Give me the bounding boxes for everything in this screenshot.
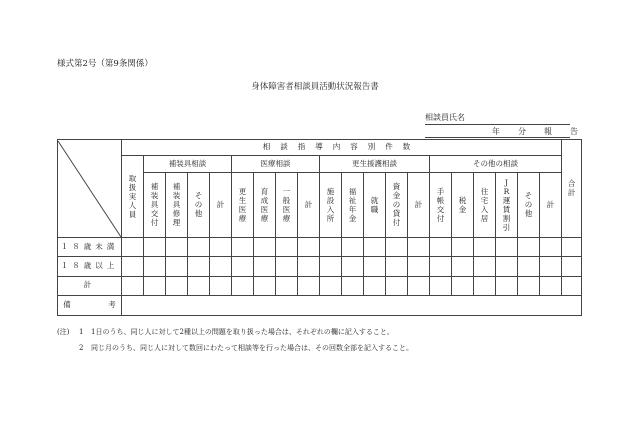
data-cell[interactable] (452, 276, 474, 295)
row-label (58, 238, 122, 257)
note-number: 2 (79, 344, 84, 352)
data-cell[interactable] (408, 276, 430, 295)
item-header-text: 税金 (458, 195, 467, 214)
visitors-header-text: 取扱実人員 (128, 173, 137, 219)
data-cell[interactable] (386, 257, 408, 276)
item-header (408, 173, 430, 238)
data-cell[interactable] (562, 276, 582, 295)
data-cell[interactable] (342, 276, 364, 295)
item-header-text: 補装具修理 (172, 182, 181, 228)
data-cell[interactable] (342, 238, 364, 257)
item-header (232, 173, 254, 238)
data-cell[interactable] (540, 257, 562, 276)
data-cell[interactable] (342, 257, 364, 276)
group-header-text: その他の相談 (473, 158, 519, 168)
data-cell[interactable] (188, 276, 210, 295)
data-cell[interactable] (254, 276, 276, 295)
data-cell[interactable] (364, 238, 386, 257)
data-cell[interactable] (254, 257, 276, 276)
data-cell[interactable] (518, 257, 540, 276)
data-cell[interactable] (540, 238, 562, 257)
data-cell[interactable] (144, 257, 166, 276)
data-cell[interactable] (210, 238, 232, 257)
item-header-text: 計 (304, 200, 313, 210)
item-header-text: 更生医療 (238, 186, 247, 223)
reporter-name-underline (425, 124, 570, 125)
row-label (58, 276, 122, 295)
data-cell[interactable] (496, 238, 518, 257)
group-header (320, 156, 430, 173)
item-header-text: 一般医療 (282, 186, 291, 223)
data-cell[interactable] (122, 257, 144, 276)
group-header (144, 156, 232, 173)
item-header (474, 173, 496, 238)
item-header-text: 資金の貸付 (392, 182, 401, 228)
item-header-text: 計 (546, 200, 555, 210)
data-cell[interactable] (408, 257, 430, 276)
group-header-text: 補装具相談 (168, 158, 207, 168)
row-label-text: １８歳未満 (60, 241, 119, 251)
item-header-text: 補装具交付 (150, 182, 159, 228)
row-label (58, 257, 122, 276)
visitors-header (122, 156, 144, 238)
item-header-text: その他 (194, 191, 203, 219)
remarks-label (58, 295, 122, 315)
data-cell[interactable] (386, 276, 408, 295)
item-header (144, 173, 166, 238)
item-header (540, 173, 562, 238)
data-cell[interactable] (276, 276, 298, 295)
data-cell[interactable] (144, 238, 166, 257)
data-cell[interactable] (452, 238, 474, 257)
data-cell[interactable] (430, 257, 452, 276)
item-header-text: 福祉年金 (348, 186, 357, 223)
remarks-cell[interactable] (122, 295, 582, 315)
row-label-text: １８歳以上 (60, 261, 119, 271)
item-header (342, 173, 364, 238)
item-header-text: 手帳交付 (436, 186, 445, 223)
item-header (210, 173, 232, 238)
report-period-label: 年 分 報 告 (492, 127, 583, 136)
data-cell[interactable] (166, 276, 188, 295)
item-header-text: 住宅入居 (480, 186, 489, 223)
data-cell[interactable] (430, 276, 452, 295)
group-header (232, 156, 320, 173)
data-cell[interactable] (232, 257, 254, 276)
note-text: 1日のうち、同じ人に対して2種以上の問題を取り扱った場合は、それぞれの欄に記入すること。 (91, 328, 394, 336)
data-cell[interactable] (298, 238, 320, 257)
data-cell[interactable] (474, 276, 496, 295)
data-cell[interactable] (474, 257, 496, 276)
item-header (276, 173, 298, 238)
data-cell[interactable] (320, 276, 342, 295)
item-header (386, 173, 408, 238)
row-label-text: 計 (83, 280, 96, 290)
item-header (298, 173, 320, 238)
data-cell[interactable] (518, 276, 540, 295)
data-cell[interactable] (540, 276, 562, 295)
note-prefix: (注) (57, 328, 70, 336)
activity-report-table (57, 139, 582, 316)
data-cell[interactable] (122, 238, 144, 257)
group-header-text: 更生援護相談 (352, 158, 397, 168)
item-header-text: 施設入所 (326, 186, 335, 223)
data-cell[interactable] (298, 276, 320, 295)
data-cell[interactable] (452, 257, 474, 276)
item-header (166, 173, 188, 238)
data-cell[interactable] (276, 257, 298, 276)
grand-total-header (562, 140, 582, 238)
data-cell[interactable] (364, 276, 386, 295)
group-header (430, 156, 562, 173)
data-cell[interactable] (232, 276, 254, 295)
form-number: 様式第2号（第9条関係） (57, 59, 153, 69)
remarks-label-text: 備 考 (63, 300, 116, 310)
data-cell[interactable] (320, 238, 342, 257)
data-cell[interactable] (518, 238, 540, 257)
reporter-name-label: 相談員氏名 (425, 113, 465, 122)
data-cell[interactable] (276, 238, 298, 257)
notes (57, 324, 413, 356)
note-2 (57, 340, 413, 356)
data-cell[interactable] (166, 238, 188, 257)
data-cell[interactable] (188, 257, 210, 276)
item-header (254, 173, 276, 238)
data-cell[interactable] (364, 257, 386, 276)
grand-total-header-text: 合計 (567, 179, 576, 198)
item-header (518, 173, 540, 238)
data-cell[interactable] (188, 238, 210, 257)
note-text: 同じ月のうち、同じ人に対して数回にわたって相談等を行った場合は、その回数全部を記入すること。 (91, 344, 413, 352)
data-cell[interactable] (298, 257, 320, 276)
category-main-header (122, 140, 562, 156)
item-header (188, 173, 210, 238)
data-cell[interactable] (430, 238, 452, 257)
item-header (364, 173, 386, 238)
data-cell[interactable] (210, 257, 232, 276)
item-header (452, 173, 474, 238)
data-cell[interactable] (166, 257, 188, 276)
item-header (496, 173, 518, 238)
data-cell[interactable] (232, 238, 254, 257)
data-cell[interactable] (562, 257, 582, 276)
note-1 (57, 324, 413, 340)
diagonal-header-cell (58, 140, 122, 238)
data-cell[interactable] (408, 238, 430, 257)
category-main-header-text: 相談指導内容別件数 (262, 142, 421, 152)
data-cell[interactable] (122, 276, 144, 295)
item-header-text: 計 (414, 200, 423, 210)
note-number: 1 (79, 328, 84, 336)
item-header (320, 173, 342, 238)
group-header-text: 医療相談 (260, 158, 291, 168)
document-title: 身体障害者相談員活動状況報告書 (251, 82, 379, 92)
data-cell[interactable] (562, 238, 582, 257)
data-cell[interactable] (474, 238, 496, 257)
report-period-underline (425, 137, 570, 138)
data-cell[interactable] (210, 276, 232, 295)
item-header (430, 173, 452, 238)
data-cell[interactable] (496, 257, 518, 276)
item-header-text: 育成医療 (260, 186, 269, 223)
data-cell[interactable] (254, 238, 276, 257)
data-cell[interactable] (496, 276, 518, 295)
item-header-text: 就職 (370, 195, 379, 214)
item-header-text: その他 (524, 191, 533, 219)
data-cell[interactable] (144, 276, 166, 295)
data-cell[interactable] (386, 238, 408, 257)
item-header-text: JR運賃割引 (502, 177, 511, 232)
data-cell[interactable] (320, 257, 342, 276)
item-header-text: 計 (216, 200, 225, 210)
